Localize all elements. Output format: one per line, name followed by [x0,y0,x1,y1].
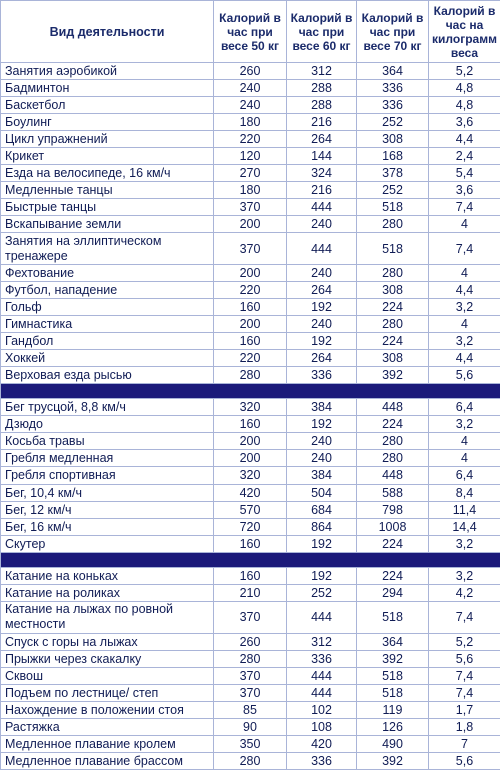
calories-70kg-cell: 518 [357,233,429,265]
activity-cell: Гандбол [1,333,214,350]
calories-60kg-cell: 684 [287,501,357,518]
calories-50kg-cell: 370 [214,233,287,265]
calories-per-kg-cell: 4,8 [429,80,500,97]
calories-50kg-cell: 220 [214,350,287,367]
calories-60kg-cell: 384 [287,399,357,416]
calories-60kg-cell: 192 [287,535,357,552]
table-row [1,367,500,384]
calories-per-kg-cell: 3,2 [429,416,500,433]
activity-cell: Вскапывание земли [1,216,214,233]
calories-70kg-cell: 392 [357,650,429,667]
calories-70kg-cell: 448 [357,399,429,416]
calories-per-kg-cell: 2,4 [429,148,500,165]
calories-70kg-cell: 364 [357,633,429,650]
calories-50kg-cell: 210 [214,584,287,601]
calories-50kg-cell: 370 [214,667,287,684]
calories-70kg-cell: 336 [357,97,429,114]
table-row [1,433,500,450]
calories-50kg-cell: 280 [214,650,287,667]
calories-per-kg-cell: 3,2 [429,567,500,584]
table-row [1,535,500,552]
calories-70kg-cell: 518 [357,684,429,701]
calories-70kg-cell: 1008 [357,518,429,535]
header-calories-per-kg: Калорий в час на килограмм веса [429,1,500,63]
table-row [1,350,500,367]
activity-cell: Крикет [1,148,214,165]
calories-per-kg-cell: 7 [429,735,500,752]
calories-per-kg-cell: 3,6 [429,182,500,199]
calories-per-kg-cell: 4,8 [429,97,500,114]
calories-50kg-cell: 370 [214,601,287,633]
calories-50kg-cell: 200 [214,216,287,233]
calories-50kg-cell: 120 [214,148,287,165]
calories-50kg-cell: 320 [214,467,287,484]
calories-per-kg-cell: 7,4 [429,601,500,633]
activity-cell: Косьба травы [1,433,214,450]
calories-per-kg-cell: 4 [429,450,500,467]
activity-cell: Верховая езда рысью [1,367,214,384]
calories-60kg-cell: 192 [287,416,357,433]
calories-70kg-cell: 798 [357,501,429,518]
calories-70kg-cell: 336 [357,80,429,97]
table-row [1,233,500,265]
table-row [1,131,500,148]
calories-per-kg-cell: 5,2 [429,633,500,650]
activity-cell: Растяжка [1,718,214,735]
calories-60kg-cell: 102 [287,701,357,718]
calories-50kg-cell: 240 [214,80,287,97]
calories-per-kg-cell: 4,4 [429,131,500,148]
calories-per-kg-cell: 7,4 [429,667,500,684]
table-row [1,333,500,350]
activity-cell: Занятия аэробикой [1,63,214,80]
activity-cell: Гимнастика [1,315,214,332]
calories-50kg-cell: 160 [214,535,287,552]
table-row [1,315,500,332]
section-separator [1,384,500,399]
activity-cell: Гольф [1,298,214,315]
calories-70kg-cell: 224 [357,416,429,433]
activity-cell: Баскетбол [1,97,214,114]
calories-per-kg-cell: 3,2 [429,333,500,350]
calories-50kg-cell: 90 [214,718,287,735]
calories-50kg-cell: 370 [214,684,287,701]
activity-cell: Подъем по лестнице/ степ [1,684,214,701]
activity-cell: Бадминтон [1,80,214,97]
table-row [1,518,500,535]
calories-70kg-cell: 126 [357,718,429,735]
calories-60kg-cell: 252 [287,584,357,601]
calories-per-kg-cell: 3,2 [429,535,500,552]
calories-per-kg-cell: 6,4 [429,467,500,484]
calories-per-kg-cell: 4,2 [429,584,500,601]
calories-50kg-cell: 160 [214,567,287,584]
calories-50kg-cell: 200 [214,450,287,467]
calories-60kg-cell: 240 [287,315,357,332]
table-row [1,718,500,735]
calories-60kg-cell: 336 [287,650,357,667]
table-row [1,298,500,315]
table-row [1,667,500,684]
table-row [1,650,500,667]
activity-cell: Футбол, нападение [1,281,214,298]
calories-50kg-cell: 240 [214,97,287,114]
calories-60kg-cell: 192 [287,567,357,584]
calories-50kg-cell: 320 [214,399,287,416]
header-activity: Вид деятельности [1,1,214,63]
calories-60kg-cell: 444 [287,667,357,684]
table-row [1,264,500,281]
calories-70kg-cell: 490 [357,735,429,752]
calories-70kg-cell: 280 [357,450,429,467]
calories-50kg-cell: 570 [214,501,287,518]
calories-50kg-cell: 160 [214,333,287,350]
activity-cell: Катание на коньках [1,567,214,584]
calories-70kg-cell: 224 [357,567,429,584]
calories-per-kg-cell: 4 [429,264,500,281]
activity-cell: Скутер [1,535,214,552]
section-separator-bar [1,384,500,399]
calories-60kg-cell: 264 [287,131,357,148]
calories-60kg-cell: 216 [287,182,357,199]
table-row [1,752,500,769]
table-row [1,165,500,182]
calories-50kg-cell: 200 [214,315,287,332]
calories-per-kg-cell: 8,4 [429,484,500,501]
activity-cell: Бег, 16 км/ч [1,518,214,535]
calories-per-kg-cell: 1,8 [429,718,500,735]
calories-50kg-cell: 200 [214,264,287,281]
calories-per-kg-cell: 4,4 [429,281,500,298]
calories-70kg-cell: 518 [357,667,429,684]
section-separator [1,552,500,567]
calories-50kg-cell: 180 [214,114,287,131]
calories-60kg-cell: 192 [287,298,357,315]
calories-70kg-cell: 392 [357,752,429,769]
activity-cell: Гребля медленная [1,450,214,467]
calories-50kg-cell: 260 [214,63,287,80]
calories-50kg-cell: 280 [214,752,287,769]
table-row [1,114,500,131]
table-row [1,467,500,484]
calories-per-kg-cell: 4 [429,315,500,332]
calories-70kg-cell: 518 [357,601,429,633]
calories-60kg-cell: 144 [287,148,357,165]
calories-60kg-cell: 336 [287,367,357,384]
calories-per-kg-cell: 11,4 [429,501,500,518]
calories-per-kg-cell: 4,4 [429,350,500,367]
calories-50kg-cell: 420 [214,484,287,501]
table-row [1,216,500,233]
calories-50kg-cell: 200 [214,433,287,450]
calories-per-kg-cell: 5,4 [429,165,500,182]
calories-70kg-cell: 308 [357,131,429,148]
table-row [1,281,500,298]
calories-60kg-cell: 192 [287,333,357,350]
calories-70kg-cell: 364 [357,63,429,80]
calories-per-kg-cell: 7,4 [429,233,500,265]
table-row [1,450,500,467]
calories-60kg-cell: 864 [287,518,357,535]
calories-60kg-cell: 312 [287,63,357,80]
calories-70kg-cell: 252 [357,114,429,131]
calories-50kg-cell: 350 [214,735,287,752]
activity-cell: Боулинг [1,114,214,131]
calories-per-kg-cell: 5,6 [429,752,500,769]
activity-cell: Катание на лыжах по ровной местности [1,601,214,633]
calories-per-kg-cell: 3,2 [429,298,500,315]
table-row [1,399,500,416]
calories-60kg-cell: 264 [287,350,357,367]
activity-cell: Медленные танцы [1,182,214,199]
calories-70kg-cell: 252 [357,182,429,199]
table-row [1,148,500,165]
table-row [1,701,500,718]
calories-70kg-cell: 518 [357,199,429,216]
table-row [1,633,500,650]
activity-cell: Езда на велосипеде, 16 км/ч [1,165,214,182]
activity-cell: Нахождение в положении стоя [1,701,214,718]
calories-60kg-cell: 444 [287,684,357,701]
calories-50kg-cell: 160 [214,416,287,433]
calories-60kg-cell: 264 [287,281,357,298]
calories-60kg-cell: 312 [287,633,357,650]
activity-cell: Хоккей [1,350,214,367]
calories-50kg-cell: 270 [214,165,287,182]
calories-70kg-cell: 378 [357,165,429,182]
table-row [1,567,500,584]
calories-60kg-cell: 240 [287,433,357,450]
calories-50kg-cell: 720 [214,518,287,535]
calories-70kg-cell: 448 [357,467,429,484]
table-row [1,601,500,633]
header-calories-60kg: Калорий в час при весе 60 кг [287,1,357,63]
table-row [1,416,500,433]
header-calories-70kg: Калорий в час при весе 70 кг [357,1,429,63]
calories-70kg-cell: 392 [357,367,429,384]
table-row [1,735,500,752]
calories-70kg-cell: 168 [357,148,429,165]
calories-60kg-cell: 504 [287,484,357,501]
calories-70kg-cell: 294 [357,584,429,601]
calories-50kg-cell: 280 [214,367,287,384]
calories-50kg-cell: 160 [214,298,287,315]
calories-60kg-cell: 336 [287,752,357,769]
table-body [1,63,500,770]
calories-60kg-cell: 288 [287,80,357,97]
calories-50kg-cell: 85 [214,701,287,718]
calories-per-kg-cell: 4 [429,216,500,233]
calories-60kg-cell: 216 [287,114,357,131]
calories-50kg-cell: 180 [214,182,287,199]
calories-70kg-cell: 280 [357,433,429,450]
activity-cell: Дзюдо [1,416,214,433]
calories-60kg-cell: 420 [287,735,357,752]
calories-per-kg-cell: 7,4 [429,684,500,701]
activity-cell: Бег, 12 км/ч [1,501,214,518]
calories-per-kg-cell: 7,4 [429,199,500,216]
activity-cell: Сквош [1,667,214,684]
section-separator-bar [1,552,500,567]
calories-60kg-cell: 324 [287,165,357,182]
calories-60kg-cell: 288 [287,97,357,114]
table-row [1,501,500,518]
calories-60kg-cell: 384 [287,467,357,484]
table-row [1,199,500,216]
activity-cell: Цикл упражнений [1,131,214,148]
calories-50kg-cell: 220 [214,281,287,298]
calories-60kg-cell: 444 [287,601,357,633]
table-row [1,63,500,80]
table-row [1,80,500,97]
table-row [1,684,500,701]
header-calories-50kg: Калорий в час при весе 50 кг [214,1,287,63]
calories-per-kg-cell: 5,6 [429,650,500,667]
calories-per-kg-cell: 5,6 [429,367,500,384]
calories-per-kg-cell: 6,4 [429,399,500,416]
header-row [1,1,500,63]
activity-cell: Бег, 10,4 км/ч [1,484,214,501]
calories-60kg-cell: 108 [287,718,357,735]
calories-60kg-cell: 240 [287,450,357,467]
calories-70kg-cell: 280 [357,216,429,233]
calories-70kg-cell: 224 [357,535,429,552]
calories-per-kg-cell: 4 [429,433,500,450]
calories-per-kg-cell: 5,2 [429,63,500,80]
activity-cell: Спуск с горы на лыжах [1,633,214,650]
activity-cell: Катание на роликах [1,584,214,601]
calories-per-kg-cell: 14,4 [429,518,500,535]
calories-50kg-cell: 370 [214,199,287,216]
calories-70kg-cell: 119 [357,701,429,718]
calories-70kg-cell: 308 [357,350,429,367]
calories-70kg-cell: 280 [357,315,429,332]
calories-per-kg-cell: 1,7 [429,701,500,718]
activity-cell: Медленное плавание брассом [1,752,214,769]
calories-50kg-cell: 220 [214,131,287,148]
activity-cell: Быстрые танцы [1,199,214,216]
activity-cell: Бег трусцой, 8,8 км/ч [1,399,214,416]
calories-70kg-cell: 224 [357,298,429,315]
calories-60kg-cell: 240 [287,264,357,281]
calories-60kg-cell: 240 [287,216,357,233]
table-row [1,182,500,199]
calories-70kg-cell: 224 [357,333,429,350]
calories-70kg-cell: 308 [357,281,429,298]
calories-70kg-cell: 588 [357,484,429,501]
activity-cell: Гребля спортивная [1,467,214,484]
activity-cell: Фехтование [1,264,214,281]
activity-cell: Занятия на эллиптическом тренажере [1,233,214,265]
calories-70kg-cell: 280 [357,264,429,281]
calories-60kg-cell: 444 [287,199,357,216]
calories-per-kg-cell: 3,6 [429,114,500,131]
calories-60kg-cell: 444 [287,233,357,265]
table-row [1,97,500,114]
activity-cell: Прыжки через скакалку [1,650,214,667]
calories-50kg-cell: 260 [214,633,287,650]
activity-cell: Медленное плавание кролем [1,735,214,752]
table-row [1,584,500,601]
table-row [1,484,500,501]
